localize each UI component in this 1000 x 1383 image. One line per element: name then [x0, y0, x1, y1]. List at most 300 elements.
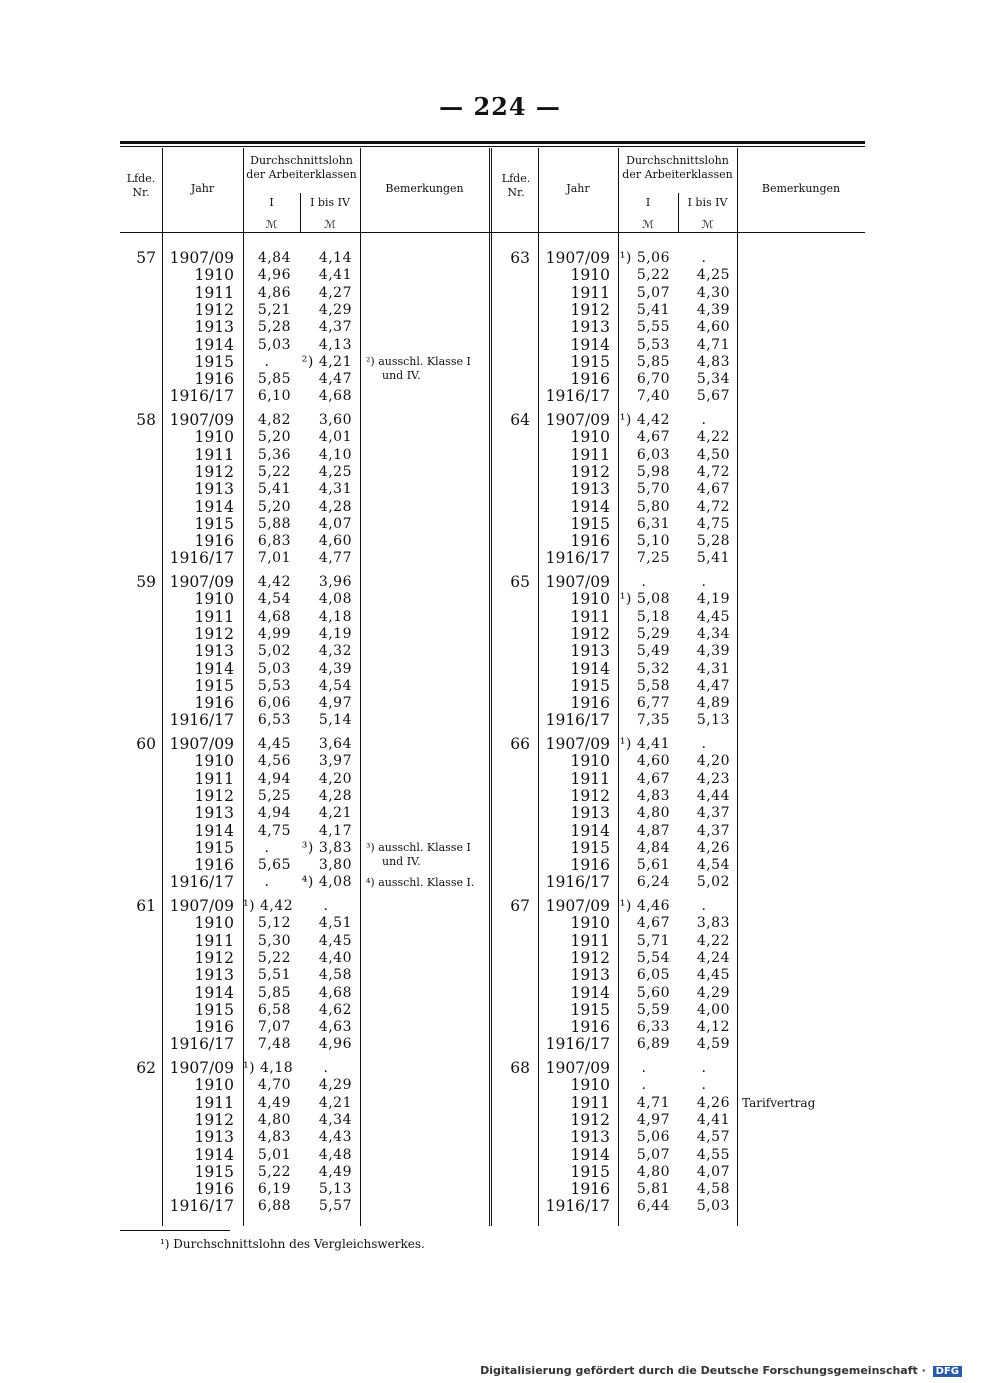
wage-class-i-cell: 6,10	[257, 388, 291, 405]
wage-class-i-cell: 4,54	[257, 591, 291, 608]
wage-class-i-iv-cell: 4,32	[318, 643, 352, 660]
wage-class-i-cell: 4,87	[636, 822, 670, 839]
digitization-credit: Digitalisierung gefördert durch die Deutsche Forschungsgemeinschaft · DFG	[480, 1364, 962, 1377]
wage-class-i-iv-cell: ²) 4,21	[301, 353, 352, 370]
wage-class-i-iv-cell: 4,37	[696, 822, 730, 839]
wage-class-i-cell: 5,12	[257, 915, 291, 932]
wage-class-i-cell: 5,58	[636, 677, 670, 694]
wage-class-i-iv-cell: 5,03	[696, 1198, 730, 1215]
wage-class-i-iv-cell: 4,39	[696, 301, 730, 318]
wage-class-i-iv-cell: 5,28	[696, 533, 730, 550]
year-cell: 1915	[570, 1000, 610, 1019]
wage-class-i-cell: 4,80	[636, 805, 670, 822]
row-number: 68	[510, 1059, 530, 1077]
header-klasse-i-bis-iv: I bis IV	[310, 196, 350, 209]
credit-text: Digitalisierung gefördert durch die Deutsche Forschungsgemeinschaft	[480, 1364, 918, 1377]
row-number: 67	[510, 897, 530, 915]
year-cell: 1911	[570, 931, 610, 950]
wage-class-i-cell: 7,25	[636, 550, 670, 567]
year-cell: 1913	[570, 966, 610, 985]
year-cell: 1916/17	[545, 1035, 610, 1054]
year-cell: 1915	[194, 676, 234, 695]
year-cell: 1914	[194, 983, 234, 1002]
wage-class-i-iv-cell: 4,37	[696, 805, 730, 822]
header-unit-mark: ℳ	[701, 218, 714, 231]
year-cell: 1916/17	[545, 1197, 610, 1216]
table-top-rule-thin	[120, 146, 865, 147]
year-cell: 1915	[194, 352, 234, 371]
remark-note-2-cont: und IV.	[382, 369, 421, 382]
wage-class-i-iv-cell: 4,45	[318, 932, 352, 949]
wage-class-i-cell: 6,58	[257, 1001, 291, 1018]
column-divider	[360, 148, 361, 1226]
year-cell: 1910	[570, 266, 610, 285]
year-cell: 1915	[570, 676, 610, 695]
year-cell: 1916	[570, 856, 610, 875]
wage-class-i-cell: 5,21	[257, 301, 291, 318]
wage-class-i-iv-cell: 4,22	[696, 932, 730, 949]
year-cell: 1916/17	[545, 549, 610, 568]
year-cell: 1915	[194, 838, 234, 857]
year-cell: 1915	[194, 1000, 234, 1019]
remark-note-2: ²) ausschl. Klasse I	[366, 355, 471, 368]
year-cell: 1915	[570, 352, 610, 371]
wage-class-i-cell: 5,07	[636, 284, 670, 301]
year-cell: 1910	[194, 266, 234, 285]
wage-class-i-iv-cell: .	[323, 1060, 329, 1076]
year-cell: 1910	[194, 428, 234, 447]
wage-class-i-iv-cell: 4,26	[696, 1094, 730, 1111]
remark-note-3-cont: und IV.	[382, 855, 421, 868]
row-number: 62	[136, 1059, 156, 1077]
wage-class-i-cell: 4,70	[257, 1077, 291, 1094]
wage-class-i-cell: 6,70	[636, 371, 670, 388]
year-cell: 1913	[194, 1128, 234, 1147]
wage-class-i-iv-cell: 4,89	[696, 695, 730, 712]
wage-class-i-cell: 4,99	[257, 625, 291, 642]
wage-class-i-cell: 5,36	[257, 446, 291, 463]
wage-class-i-iv-cell: 4,41	[318, 267, 352, 284]
wage-class-i-iv-cell: 4,60	[696, 319, 730, 336]
year-cell: 1914	[570, 335, 610, 354]
wage-class-i-cell: 5,22	[257, 949, 291, 966]
wage-class-i-cell: 5,49	[636, 643, 670, 660]
wage-class-i-cell: 4,82	[257, 412, 291, 428]
wage-class-i-cell: 4,75	[257, 822, 291, 839]
wage-class-i-iv-cell: ⁴) 4,08	[301, 874, 352, 891]
year-cell: 1914	[570, 497, 610, 516]
wage-class-i-iv-cell: .	[701, 736, 707, 752]
wage-class-i-iv-cell: 4,67	[696, 481, 730, 498]
wage-class-i-cell: 5,41	[636, 301, 670, 318]
year-cell: 1914	[570, 821, 610, 840]
wage-class-i-iv-cell: 5,13	[696, 712, 730, 729]
wage-class-i-iv-cell: 4,51	[318, 915, 352, 932]
year-cell: 1907/09	[545, 249, 610, 267]
year-cell: 1916	[570, 1180, 610, 1199]
header-klasse-i: I	[645, 196, 651, 209]
year-cell: 1916	[194, 1018, 234, 1037]
wage-class-i-iv-cell: 4,20	[696, 753, 730, 770]
wage-class-i-cell: 4,67	[636, 429, 670, 446]
wage-class-i-iv-cell: 4,21	[318, 805, 352, 822]
year-cell: 1916/17	[169, 1035, 234, 1054]
row-number: 57	[136, 249, 156, 267]
wage-class-i-iv-cell: ³) 3,83	[301, 839, 352, 856]
wage-class-i-cell: 4,71	[636, 1094, 670, 1111]
wage-class-i-cell: 4,86	[257, 284, 291, 301]
wage-class-i-iv-cell: 4,96	[318, 1036, 352, 1053]
wage-class-i-iv-cell: .	[701, 1060, 707, 1076]
year-cell: 1911	[570, 1093, 610, 1112]
wage-class-i-iv-cell: 3,60	[318, 412, 352, 428]
wage-class-i-iv-cell: 4,68	[318, 984, 352, 1001]
wage-class-i-iv-cell: 4,54	[696, 857, 730, 874]
dfg-logo: DFG	[933, 1366, 962, 1377]
wage-class-i-cell: 5,20	[257, 498, 291, 515]
year-cell: 1913	[194, 318, 234, 337]
header-klasse-i-bis-iv: I bis IV	[687, 196, 728, 209]
wage-class-i-iv-cell: 4,23	[696, 770, 730, 787]
wage-class-i-cell: 4,83	[636, 787, 670, 804]
wage-class-i-iv-cell: .	[701, 412, 707, 428]
wage-class-i-cell: 5,03	[257, 336, 291, 353]
wage-class-i-cell: 6,88	[257, 1198, 291, 1215]
wage-class-i-iv-cell: 4,34	[318, 1111, 352, 1128]
wage-class-i-cell: 5,03	[257, 660, 291, 677]
remark-tarifvertrag: Tarifvertrag	[742, 1096, 816, 1110]
header-bemerkungen: Bemerkungen	[761, 182, 841, 195]
year-cell: 1911	[194, 607, 234, 626]
year-cell: 1910	[570, 1076, 610, 1095]
wage-class-i-cell: 5,53	[257, 677, 291, 694]
wage-class-i-iv-cell: 4,39	[696, 643, 730, 660]
wage-class-i-iv-cell: 4,25	[318, 463, 352, 480]
year-cell: 1911	[570, 445, 610, 464]
wage-class-i-iv-cell: .	[701, 1077, 707, 1094]
year-cell: 1913	[194, 966, 234, 985]
year-cell: 1914	[194, 659, 234, 678]
wage-class-i-cell: 5,55	[636, 319, 670, 336]
year-cell: 1916/17	[545, 387, 610, 406]
wage-class-i-cell: 4,60	[636, 753, 670, 770]
wage-class-i-cell: 4,42	[257, 574, 291, 590]
wage-class-i-cell: 5,85	[636, 353, 670, 370]
table-top-rule	[120, 141, 865, 144]
year-cell: 1916/17	[169, 387, 234, 406]
year-cell: 1916/17	[169, 873, 234, 892]
wage-class-i-cell: .	[641, 1060, 647, 1076]
wage-class-i-iv-cell: 5,34	[696, 371, 730, 388]
year-cell: 1912	[194, 300, 234, 319]
row-number: 58	[136, 411, 156, 429]
wage-class-i-iv-cell: 4,57	[696, 1129, 730, 1146]
wage-class-i-iv-cell: 4,10	[318, 446, 352, 463]
wage-class-i-iv-cell: 4,59	[696, 1036, 730, 1053]
wage-class-i-iv-cell: 4,29	[318, 1077, 352, 1094]
year-cell: 1913	[194, 642, 234, 661]
wage-class-i-iv-cell: 4,58	[696, 1181, 730, 1198]
year-cell: 1911	[570, 607, 610, 626]
wage-class-i-iv-cell: 3,83	[696, 915, 730, 932]
wage-class-i-iv-cell: .	[323, 898, 329, 914]
year-cell: 1912	[570, 300, 610, 319]
year-cell: 1914	[570, 1145, 610, 1164]
year-cell: 1914	[194, 335, 234, 354]
wage-class-i-cell: 5,70	[636, 481, 670, 498]
wage-class-i-cell: 7,48	[257, 1036, 291, 1053]
wage-class-i-cell: 6,83	[257, 533, 291, 550]
wage-class-i-cell: ¹) 5,06	[619, 250, 670, 266]
wage-class-i-iv-cell: 4,18	[318, 608, 352, 625]
year-cell: 1910	[570, 590, 610, 609]
wage-class-i-iv-cell: 4,49	[318, 1163, 352, 1180]
row-number: 65	[510, 573, 530, 591]
wage-class-i-iv-cell: 5,57	[318, 1198, 352, 1215]
year-cell: 1913	[570, 1128, 610, 1147]
header-jahr: Jahr	[190, 182, 215, 195]
row-number: 64	[510, 411, 530, 429]
wage-class-i-iv-cell: 3,64	[318, 736, 352, 752]
year-cell: 1910	[570, 914, 610, 933]
wage-class-i-cell: 4,67	[636, 915, 670, 932]
wage-class-i-cell: 6,44	[636, 1198, 670, 1215]
wage-class-i-iv-cell: 3,96	[318, 574, 352, 590]
year-cell: 1916/17	[545, 873, 610, 892]
row-number: 60	[136, 735, 156, 753]
wage-class-i-iv-cell: 4,50	[696, 446, 730, 463]
wage-class-i-iv-cell: 3,80	[318, 857, 352, 874]
year-cell: 1914	[570, 983, 610, 1002]
wage-class-i-cell: 4,56	[257, 753, 291, 770]
wage-class-i-cell: 5,88	[257, 515, 291, 532]
wage-class-i-cell: ¹) 4,42	[619, 412, 670, 428]
wage-class-i-cell: 5,61	[636, 857, 670, 874]
wage-class-i-cell: 5,22	[257, 1163, 291, 1180]
wage-class-i-iv-cell: .	[701, 574, 707, 590]
wage-class-i-cell: 6,03	[636, 446, 670, 463]
year-cell: 1907/09	[169, 1059, 234, 1077]
wage-class-i-cell: 4,80	[636, 1163, 670, 1180]
year-cell: 1916	[570, 532, 610, 551]
wage-class-i-cell: 6,89	[636, 1036, 670, 1053]
wage-class-i-iv-cell: 4,47	[318, 371, 352, 388]
wage-class-i-cell: 7,35	[636, 712, 670, 729]
wage-class-i-cell: 5,30	[257, 932, 291, 949]
wage-class-i-cell: 4,94	[257, 770, 291, 787]
wage-class-i-cell: 6,19	[257, 1181, 291, 1198]
year-cell: 1916	[194, 856, 234, 875]
wage-class-i-iv-cell: 4,47	[696, 677, 730, 694]
wage-class-i-iv-cell: .	[701, 898, 707, 914]
year-cell: 1916	[194, 532, 234, 551]
wage-class-i-iv-cell: 3,97	[318, 753, 352, 770]
wage-class-i-cell: ¹) 4,41	[619, 736, 670, 752]
year-cell: 1907/09	[545, 897, 610, 915]
wage-class-i-cell: 5,01	[257, 1146, 291, 1163]
wage-class-i-cell: ¹) 4,42	[243, 898, 294, 914]
wage-class-i-cell: 4,67	[636, 770, 670, 787]
wage-class-i-iv-cell: 4,34	[696, 625, 730, 642]
year-cell: 1912	[570, 462, 610, 481]
wage-class-i-iv-cell: 4,83	[696, 353, 730, 370]
page-number: — 224 —	[439, 92, 561, 121]
wage-class-i-iv-cell: 4,75	[696, 515, 730, 532]
wage-class-i-iv-cell: 4,68	[318, 388, 352, 405]
wage-class-i-iv-cell: 4,62	[318, 1001, 352, 1018]
wage-class-i-iv-cell: 4,19	[696, 591, 730, 608]
year-cell: 1911	[570, 283, 610, 302]
wage-class-i-iv-cell: 4,58	[318, 967, 352, 984]
wage-class-i-iv-cell: 4,40	[318, 949, 352, 966]
wage-class-i-cell: 5,06	[636, 1129, 670, 1146]
year-cell: 1911	[194, 931, 234, 950]
wage-class-i-cell: ¹) 4,18	[243, 1060, 294, 1076]
column-divider	[737, 148, 738, 1226]
header-unit-mark: ℳ	[642, 218, 654, 231]
year-cell: 1910	[570, 428, 610, 447]
wage-class-i-iv-cell: 4,60	[318, 533, 352, 550]
wage-class-i-cell: 5,25	[257, 787, 291, 804]
wage-class-i-cell: .	[264, 353, 270, 370]
wage-class-i-iv-cell: 4,39	[318, 660, 352, 677]
wage-class-i-cell: 6,06	[257, 695, 291, 712]
year-cell: 1915	[570, 1162, 610, 1181]
wage-class-i-iv-cell: 5,41	[696, 550, 730, 567]
wage-class-i-iv-cell: 4,07	[696, 1163, 730, 1180]
year-cell: 1912	[194, 948, 234, 967]
wage-class-i-iv-cell: 4,17	[318, 822, 352, 839]
year-cell: 1910	[194, 1076, 234, 1095]
wage-class-i-cell: 5,02	[257, 643, 291, 660]
year-cell: 1916	[570, 1018, 610, 1037]
wage-class-i-iv-cell: 4,21	[318, 1094, 352, 1111]
wage-class-i-iv-cell: 4,48	[318, 1146, 352, 1163]
wage-class-i-cell: 4,49	[257, 1094, 291, 1111]
year-cell: 1916	[194, 1180, 234, 1199]
wage-class-i-iv-cell: 4,41	[696, 1111, 730, 1128]
wage-class-i-cell: 4,84	[636, 839, 670, 856]
wage-class-i-cell: 7,01	[257, 550, 291, 567]
year-cell: 1911	[194, 283, 234, 302]
wage-class-i-cell: ¹) 4,46	[619, 898, 670, 914]
wage-class-i-iv-cell: 5,13	[318, 1181, 352, 1198]
wage-class-i-iv-cell: 4,07	[318, 515, 352, 532]
header-lfd-nr: Lfde. Nr.	[501, 172, 531, 199]
footnote: ¹) Durchschnittslohn des Vergleichswerkes.	[160, 1237, 425, 1251]
wage-class-i-iv-cell: 4,77	[318, 550, 352, 567]
wage-class-i-iv-cell: 4,97	[318, 695, 352, 712]
year-cell: 1907/09	[169, 735, 234, 753]
wage-class-i-iv-cell: 4,43	[318, 1129, 352, 1146]
year-cell: 1913	[570, 480, 610, 499]
header-klasse-i: I	[269, 196, 274, 209]
year-cell: 1916/17	[169, 549, 234, 568]
year-cell: 1914	[194, 1145, 234, 1164]
year-cell: 1913	[570, 318, 610, 337]
wage-class-i-cell: 6,77	[636, 695, 670, 712]
wage-class-i-iv-cell: 4,37	[318, 319, 352, 336]
year-cell: 1907/09	[169, 573, 234, 591]
wage-class-i-iv-cell: 4,27	[318, 284, 352, 301]
wage-class-i-cell: 5,53	[636, 336, 670, 353]
wage-class-i-cell: 4,83	[257, 1129, 291, 1146]
wage-class-i-cell: .	[264, 839, 270, 856]
year-cell: 1914	[570, 659, 610, 678]
year-cell: 1916/17	[169, 1197, 234, 1216]
wage-class-i-cell: 5,65	[257, 857, 291, 874]
year-cell: 1912	[570, 624, 610, 643]
wage-class-i-cell: 4,94	[257, 805, 291, 822]
wage-class-i-iv-cell: 4,63	[318, 1019, 352, 1036]
year-cell: 1915	[194, 1162, 234, 1181]
wage-class-i-cell: 5,51	[257, 967, 291, 984]
year-cell: 1912	[194, 786, 234, 805]
wage-class-i-cell: 4,97	[636, 1111, 670, 1128]
wage-class-i-iv-cell: 4,29	[696, 984, 730, 1001]
wage-class-i-cell: 4,68	[257, 608, 291, 625]
wage-class-i-cell: 6,31	[636, 515, 670, 532]
year-cell: 1913	[570, 642, 610, 661]
wage-class-i-cell: 5,32	[636, 660, 670, 677]
wage-class-i-iv-cell: 4,20	[318, 770, 352, 787]
year-cell: 1907/09	[169, 249, 234, 267]
year-cell: 1910	[194, 590, 234, 609]
wage-class-i-iv-cell: 4,72	[696, 498, 730, 515]
year-cell: 1912	[570, 948, 610, 967]
wage-class-i-cell: 5,28	[257, 319, 291, 336]
wage-class-i-cell: 5,60	[636, 984, 670, 1001]
year-cell: 1916	[194, 370, 234, 389]
wage-class-i-iv-cell: 4,72	[696, 463, 730, 480]
remark-note-3: ³) ausschl. Klasse I	[366, 841, 471, 854]
row-number: 66	[510, 735, 530, 753]
wage-class-i-iv-cell: 4,19	[318, 625, 352, 642]
year-cell: 1913	[570, 804, 610, 823]
year-cell: 1907/09	[545, 735, 610, 753]
header-unit-mark: ℳ	[324, 218, 336, 231]
wage-class-i-iv-cell: 4,12	[696, 1019, 730, 1036]
wage-class-i-iv-cell: 5,67	[696, 388, 730, 405]
wage-class-i-iv-cell: 4,00	[696, 1001, 730, 1018]
header-unit-mark: ℳ	[265, 218, 278, 231]
wage-class-i-iv-cell: 5,02	[696, 874, 730, 891]
wage-class-i-cell: 5,22	[636, 267, 670, 284]
wage-class-i-cell: .	[641, 574, 647, 590]
year-cell: 1914	[194, 821, 234, 840]
header-durchschnittslohn: Durchschnittslohn der Arbeiterklassen	[622, 154, 733, 181]
year-cell: 1916	[570, 694, 610, 713]
wage-class-i-iv-cell: 4,28	[318, 787, 352, 804]
wage-class-i-cell: 4,80	[257, 1111, 291, 1128]
wage-class-i-iv-cell: .	[701, 250, 707, 266]
wage-class-i-cell: .	[264, 874, 270, 891]
wage-class-i-cell: 4,45	[257, 736, 291, 752]
year-cell: 1911	[194, 769, 234, 788]
year-cell: 1907/09	[169, 897, 234, 915]
wage-class-i-iv-cell: 4,45	[696, 608, 730, 625]
wage-class-i-cell: 5,18	[636, 608, 670, 625]
wage-class-i-iv-cell: 4,31	[696, 660, 730, 677]
wage-class-i-cell: ¹) 5,08	[619, 591, 670, 608]
year-cell: 1911	[194, 1093, 234, 1112]
wage-class-i-iv-cell: 4,08	[318, 591, 352, 608]
wage-class-i-iv-cell: 4,31	[318, 481, 352, 498]
wage-class-i-cell: 5,85	[257, 984, 291, 1001]
year-cell: 1910	[194, 914, 234, 933]
wage-class-i-cell: 5,85	[257, 371, 291, 388]
row-number: 59	[136, 573, 156, 591]
